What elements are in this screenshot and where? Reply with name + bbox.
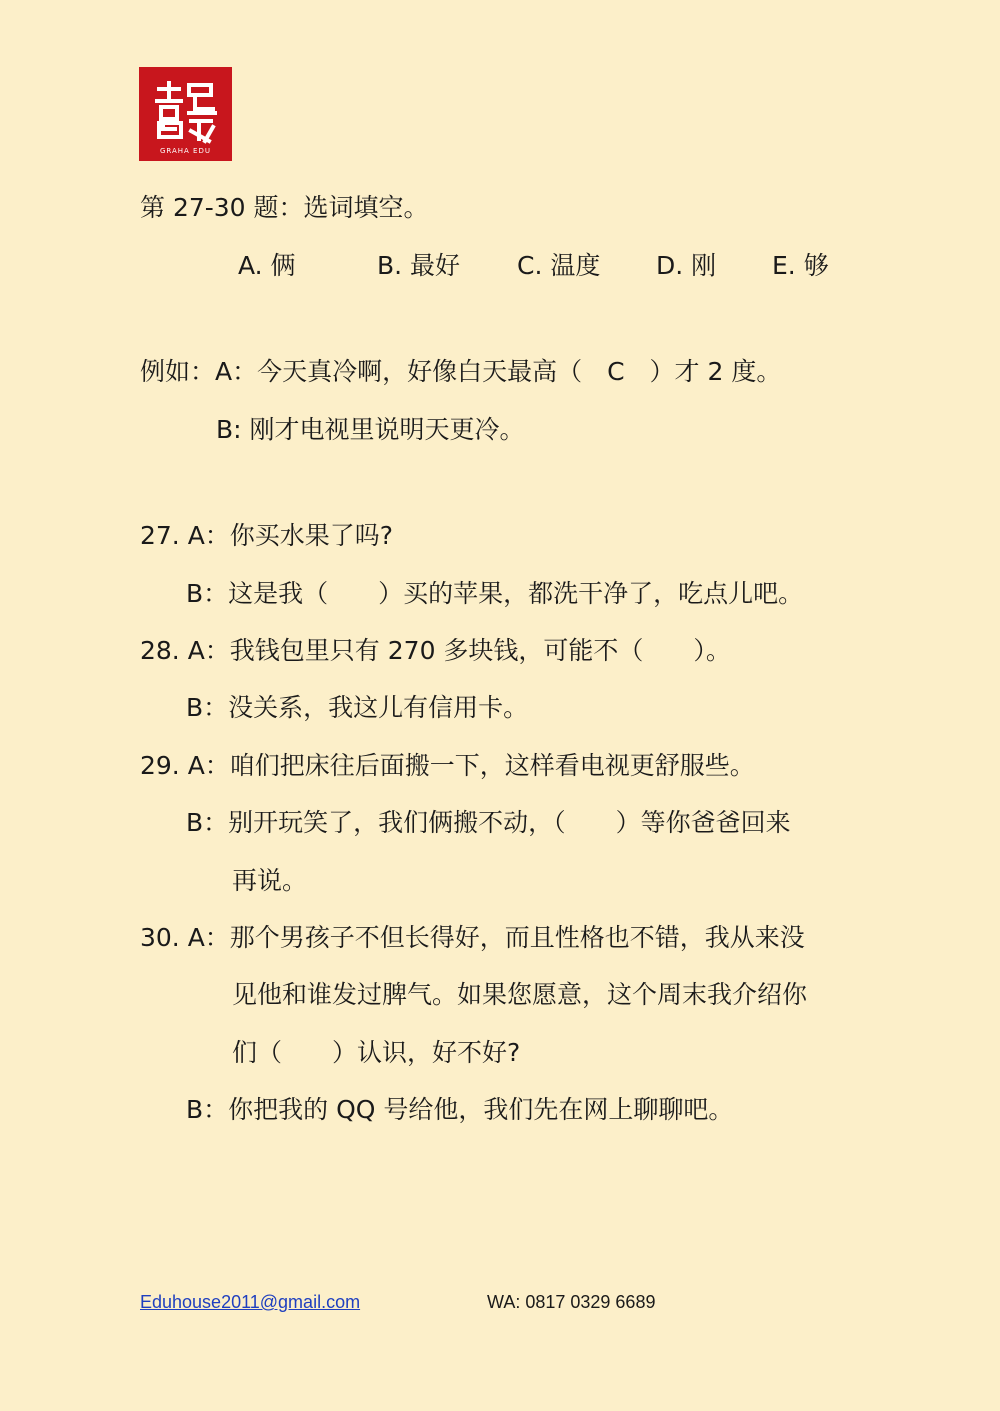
footer-whatsapp: WA: 0817 0329 6689 (487, 1292, 656, 1312)
question-30-a-cont2: 们（ ）认识，好不好? (232, 1038, 521, 1067)
question-28-a: 28. A：我钱包里只有 270 多块钱，可能不（ ）。 (140, 636, 731, 665)
option-d: D. 刚 (656, 251, 717, 280)
graha-edu-logo (139, 67, 232, 161)
question-29-a: 29. A：咱们把床往后面搬一下，这样看电视更舒服些。 (140, 751, 755, 780)
question-30-a: 30. A：那个男孩子不但长得好，而且性格也不错，我从来没 (140, 923, 805, 952)
question-29-b-cont: 再说。 (232, 866, 308, 895)
option-a: A. 俩 (238, 251, 296, 280)
question-27-a: 27. A：你买水果了吗? (140, 521, 394, 550)
example-line-a: 例如：A：今天真冷啊，好像白天最高（ C ）才 2 度。 (140, 357, 782, 386)
question-29-b: B：别开玩笑了，我们俩搬不动，（ ）等你爸爸回来 (186, 808, 791, 837)
seal-icon (139, 67, 232, 161)
option-e: E. 够 (772, 251, 829, 280)
question-28-b: B：没关系，我这儿有信用卡。 (186, 693, 529, 722)
question-30-b: B：你把我的 QQ 号给他，我们先在网上聊聊吧。 (186, 1095, 734, 1124)
question-30-a-cont1: 见他和谁发过脾气。如果您愿意，这个周末我介绍你 (232, 980, 808, 1009)
logo-caption: GRAHA EDU (159, 147, 212, 155)
option-c: C. 温度 (517, 251, 601, 280)
example-line-b: B: 刚才电视里说明天更冷。 (216, 415, 525, 444)
section-heading: 第 27-30 题：选词填空。 (140, 193, 429, 222)
option-b: B. 最好 (377, 251, 461, 280)
footer-email-link[interactable]: Eduhouse2011@gmail.com (140, 1292, 361, 1312)
question-27-b: B：这是我（ ）买的苹果，都洗干净了，吃点儿吧。 (186, 579, 804, 608)
